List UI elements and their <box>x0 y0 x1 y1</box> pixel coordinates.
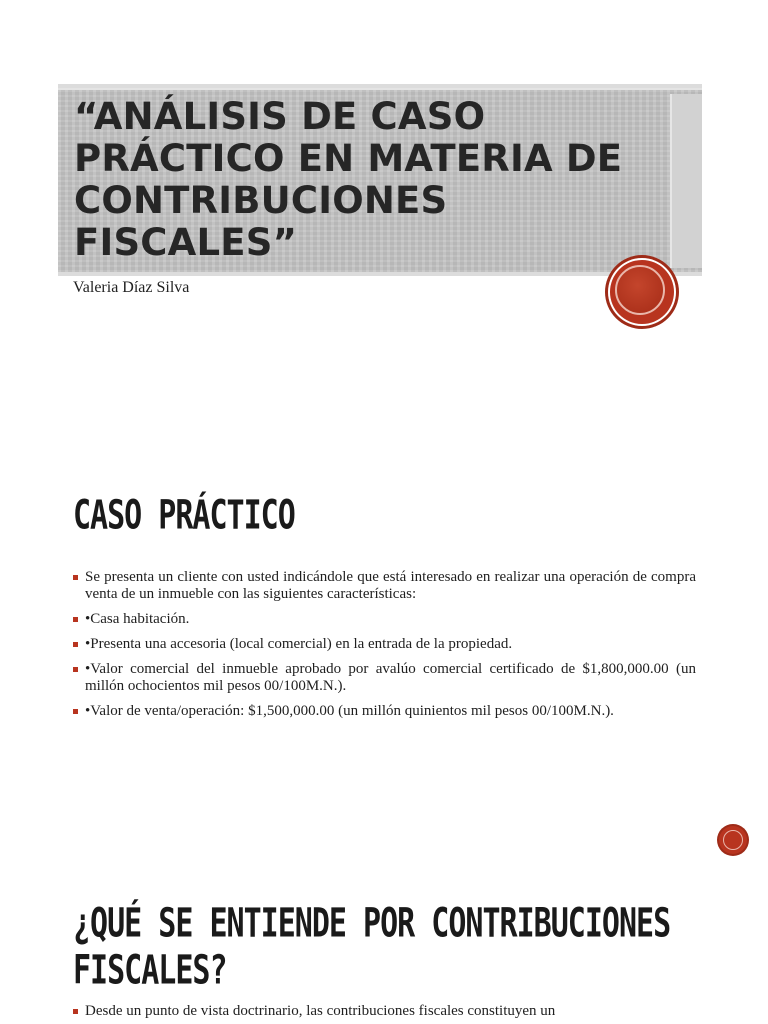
title-band <box>58 84 702 276</box>
title-slide <box>0 0 768 430</box>
square-bullet-icon <box>73 617 78 622</box>
slide-title: CASO PRÁCTICO <box>73 492 295 540</box>
square-bullet-icon <box>73 709 78 714</box>
title-band-strip <box>670 94 702 268</box>
red-circle-badge-icon <box>608 258 676 326</box>
square-bullet-icon <box>73 1009 78 1014</box>
list-item: Se presenta un cliente con usted indicándole que está interesado en realizar una operación de compra venta de un inmueble con las siguientes características: <box>73 569 696 603</box>
square-bullet-icon <box>73 642 78 647</box>
author-name: Valeria Díaz Silva <box>73 279 190 296</box>
list-item: •Presenta una accesoria (local comercial) en la entrada de la propiedad. <box>73 636 696 653</box>
slide-title: ¿QUÉ SE ENTIENDE POR CONTRIBUCIONES FISCALES? <box>73 900 671 995</box>
list-item: •Casa habitación. <box>73 611 696 628</box>
bullet-list <box>73 569 696 728</box>
case-study-slide <box>0 430 768 870</box>
list-item: •Valor de venta/operación: $1,500,000.00 (un millón quinientos mil pesos 00/100M.N.). <box>73 703 696 720</box>
presentation-title: “ANÁLISIS DE CASO PRÁCTICO EN MATERIA DE CONTRIBUCIONES FISCALES” <box>74 95 623 264</box>
list-item: Desde un punto de vista doctrinario, las contribuciones fiscales constituyen un <box>73 1003 696 1020</box>
definition-slide <box>0 870 768 1024</box>
red-circle-badge-icon <box>719 826 747 854</box>
square-bullet-icon <box>73 667 78 672</box>
bullet-list <box>73 1003 696 1024</box>
square-bullet-icon <box>73 575 78 580</box>
list-item: •Valor comercial del inmueble aprobado por avalúo comercial certificado de $1,800,000.00 (un millón ochocientos mil pesos 00/100M.N.). <box>73 661 696 695</box>
